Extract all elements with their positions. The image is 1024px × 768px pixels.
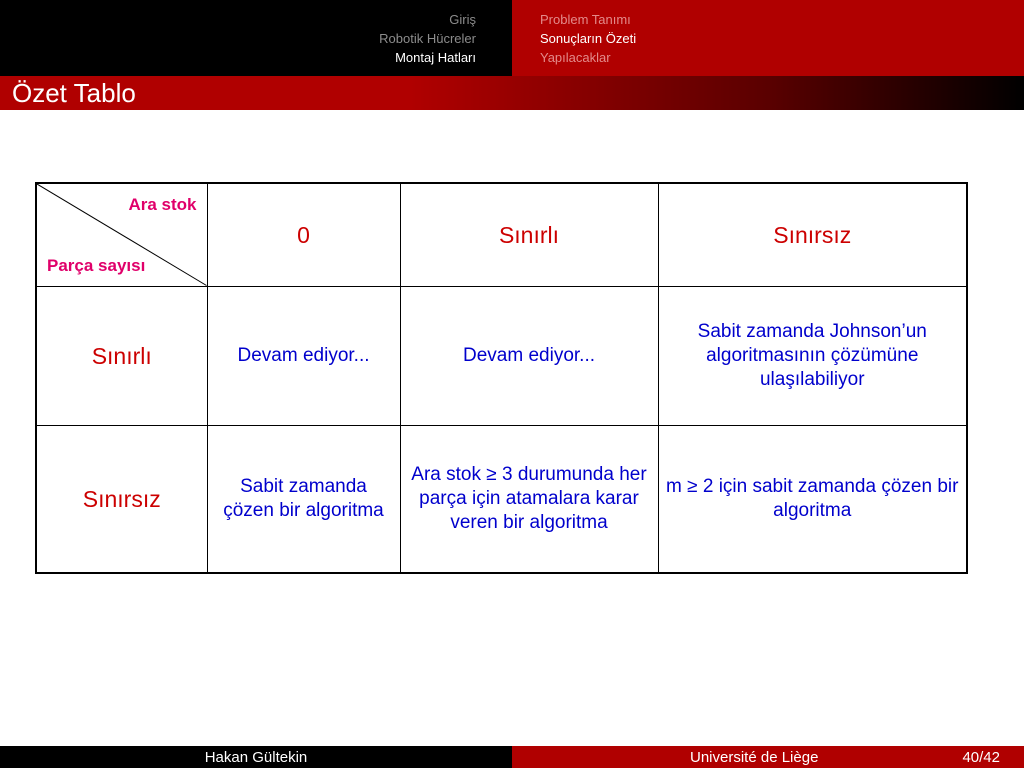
nav-item-robotik-hucreler[interactable]: Robotik Hücreler: [379, 31, 476, 46]
footer-institution: Université de Liège: [690, 749, 819, 766]
frame-title-bar: [0, 76, 1024, 110]
column-header-sinirli: Sınırlı: [400, 183, 658, 286]
corner-label-ara-stok: Ara stok: [128, 195, 197, 214]
summary-table: [35, 182, 968, 574]
nav-item-montaj-hatlari[interactable]: Montaj Hatları: [395, 50, 476, 65]
footer-left-panel: [0, 746, 512, 768]
nav-item-sonuclarin-ozeti[interactable]: Sonuçların Özeti: [540, 31, 637, 46]
section-navigation: [0, 0, 1024, 76]
nav-subsections-right: [512, 0, 1024, 76]
column-header-sinirsiz: Sınırsız: [658, 183, 967, 286]
table-corner-cell: [36, 183, 207, 286]
table-row: [36, 425, 967, 573]
nav-item-yapilacaklar[interactable]: Yapılacaklar: [540, 50, 611, 65]
table-cell: Ara stok ≥ 3 durumunda her parça için atamalara karar veren bir algoritma: [400, 425, 658, 573]
footer-right-panel: [512, 746, 1024, 768]
table-cell: Sabit zamanda Johnson’un algoritmasının çözümüne ulaşılabiliyor: [658, 286, 967, 425]
row-header-sinirsiz: Sınırsız: [36, 425, 207, 573]
slide-footer: [0, 746, 1024, 768]
table-cell: Devam ediyor...: [400, 286, 658, 425]
footer-author: Hakan Gültekin: [204, 749, 308, 766]
table-row: [36, 286, 967, 425]
table-cell: Devam ediyor...: [207, 286, 400, 425]
column-header-0: 0: [207, 183, 400, 286]
row-header-sinirli: Sınırlı: [36, 286, 207, 425]
nav-sections-left: [0, 0, 512, 76]
nav-item-giris[interactable]: Giriş: [449, 12, 476, 27]
corner-label-parca-sayisi: Parça sayısı: [47, 255, 146, 275]
table-header-row: [36, 183, 967, 286]
table-cell: m ≥ 2 için sabit zamanda çözen bir algoritma: [658, 425, 967, 573]
footer-page-number: 40/42: [962, 749, 1000, 766]
table-cell: Sabit zamanda çözen bir algoritma: [207, 425, 400, 573]
frame-title: Özet Tablo: [12, 78, 136, 108]
nav-item-problem-tanimi[interactable]: Problem Tanımı: [540, 12, 631, 27]
